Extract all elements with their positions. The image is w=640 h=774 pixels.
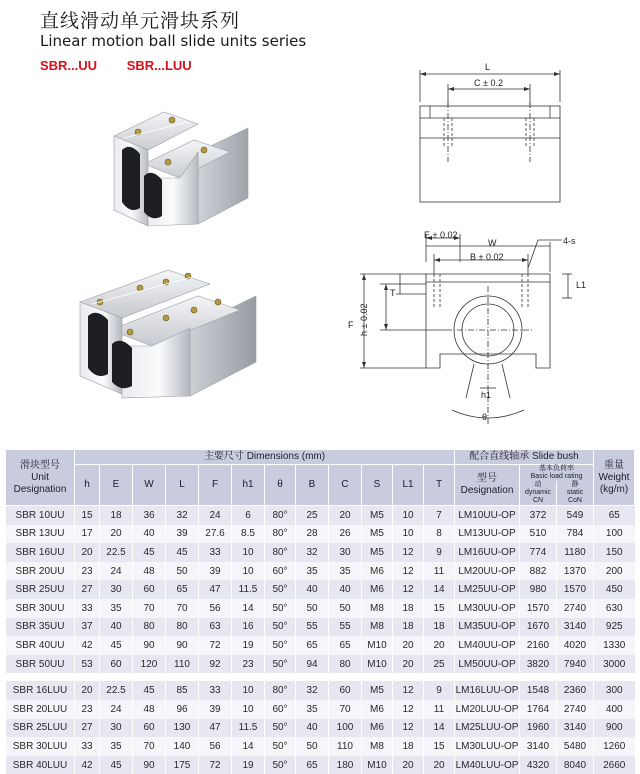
table-cell: 60 [100,655,133,674]
table-cell: 18 [424,618,455,637]
table-cell: 3820 [520,655,557,674]
table-cell: 60 [133,719,166,738]
table-row [6,599,635,618]
table-cell: 42 [75,756,100,774]
table-cell: 30 [329,543,362,562]
table-cell: LM30UU-OP [455,599,520,618]
table-cell: 45 [133,543,166,562]
table-cell: 11 [424,700,455,719]
table-row [6,655,635,674]
table-cell: 26 [329,525,362,544]
table-cell: 40 [296,719,329,738]
table-cell: 80° [265,506,296,525]
table-cell: 3140 [520,737,557,756]
col-theta: θ [265,465,296,506]
table-cell: LM35UU-OP [455,618,520,637]
col-E: E [100,465,133,506]
table-cell: 9 [424,543,455,562]
table-cell: 20 [75,681,100,700]
model-label-uu: SBR...UU [40,58,97,73]
table-cell: 10 [232,543,265,562]
header-unit-designation: 滑块型号 Unit Designation [6,450,75,506]
table-cell: 50° [265,756,296,774]
table-cell: 925 [594,618,635,637]
table-cell: 14 [424,580,455,599]
table-cell: 2740 [556,599,593,618]
table-cell: SBR 35UU [6,618,75,637]
table-cell: 32 [166,506,199,525]
table-cell: 1570 [520,599,557,618]
table-cell: M6 [362,700,393,719]
table-cell: 80 [166,618,199,637]
table-row [6,580,635,599]
table-cell: LM25UU-OP [455,580,520,599]
table-cell: 70 [133,599,166,618]
table-cell: 50° [265,599,296,618]
table-cell: 11.5 [232,580,265,599]
table-cell: 53 [75,655,100,674]
table-row [6,525,635,544]
table-cell: 35 [296,562,329,581]
table-cell: 70 [166,599,199,618]
model-labels [40,58,218,73]
table-cell: 20 [424,636,455,655]
table-cell: 80° [265,525,296,544]
table-cell: 22.5 [100,681,133,700]
table-cell: 510 [520,525,557,544]
table-cell: 10 [393,506,424,525]
table-cell: SBR 30UU [6,599,75,618]
table-cell: 15 [424,599,455,618]
table-cell: 33 [199,681,232,700]
table-cell: 4020 [556,636,593,655]
table-cell: 16 [232,618,265,637]
table-cell: SBR 40LUU [6,756,75,774]
dim-label-theta: θ [482,412,487,422]
table-cell: 96 [166,700,199,719]
table-cell: 14 [232,599,265,618]
table-cell: 28 [296,525,329,544]
table-cell: 35 [100,737,133,756]
table-cell: 30 [100,580,133,599]
table-cell: LM25LUU-OP [455,719,520,738]
col-bush-designation: 型号 Designation [455,465,520,506]
table-cell: 450 [594,580,635,599]
table-cell: LM10UU-OP [455,506,520,525]
table-cell: 27.6 [199,525,232,544]
table-cell: 12 [393,700,424,719]
table-cell: 15 [424,737,455,756]
table-cell: SBR 16UU [6,543,75,562]
table-row [6,737,635,756]
table-cell: 10 [232,700,265,719]
table-cell: 130 [166,719,199,738]
table-cell: 12 [393,719,424,738]
table-cell: 39 [199,700,232,719]
table-cell: 48 [133,700,166,719]
table-cell: 549 [556,506,593,525]
table-cell: 56 [199,737,232,756]
table-cell: 774 [520,543,557,562]
table-cell: 60° [265,562,296,581]
table-cell: 2740 [556,700,593,719]
table-cell: 120 [133,655,166,674]
table-cell: 90 [166,636,199,655]
table-cell: 65 [166,580,199,599]
table-cell: 50 [329,599,362,618]
dim-label-h: h ± 0.02 [359,304,369,336]
table-row [6,700,635,719]
table-cell: SBR 50UU [6,655,75,674]
table-cell: 70 [329,700,362,719]
table-cell: 19 [232,636,265,655]
col-W: W [133,465,166,506]
product-photo-long-unit [70,262,270,412]
table-cell: 11 [424,562,455,581]
table-group-separator [6,673,635,681]
table-cell: 1960 [520,719,557,738]
table-cell: 175 [166,756,199,774]
table-cell: 150 [594,543,635,562]
table-cell: 60 [133,580,166,599]
table-cell: 45 [100,756,133,774]
table-row [6,756,635,774]
header-dimensions: 主要尺寸 Dimensions (mm) [75,450,455,465]
table-cell: 90 [133,756,166,774]
table-cell: 882 [520,562,557,581]
table-cell: 85 [166,681,199,700]
table-cell: 3140 [556,618,593,637]
table-cell: 45 [133,681,166,700]
table-cell: 20 [393,756,424,774]
table-cell: 20 [75,543,100,562]
table-cell: 110 [166,655,199,674]
specification-table-body [6,506,635,774]
separator-cell [6,673,635,681]
table-cell: 50° [265,655,296,674]
table-cell: 14 [232,737,265,756]
table-row [6,562,635,581]
table-cell: LM16LUU-OP [455,681,520,700]
dim-label-holes: 4-s [563,236,576,246]
table-cell: 9 [424,681,455,700]
table-cell: 33 [199,543,232,562]
dim-label-E: E ± 0.02 [424,230,457,240]
title-english: Linear motion ball slide units series [40,32,306,50]
table-cell: 65 [594,506,635,525]
table-cell: 12 [393,543,424,562]
table-cell: 10 [393,525,424,544]
col-B: B [296,465,329,506]
table-cell: 60 [329,681,362,700]
table-cell: 27 [75,580,100,599]
drawing-end-view [340,228,590,428]
table-cell: M5 [362,543,393,562]
table-cell: 1548 [520,681,557,700]
table-cell: 50 [166,562,199,581]
table-cell: 45 [166,543,199,562]
table-cell: SBR 40UU [6,636,75,655]
table-cell: 37 [75,618,100,637]
title-chinese: 直线滑动单元滑块系列 [40,6,240,33]
table-cell: 35 [329,562,362,581]
table-cell: M6 [362,562,393,581]
col-C: C [329,465,362,506]
table-cell: 48 [133,562,166,581]
table-cell: 92 [199,655,232,674]
table-cell: 8.5 [232,525,265,544]
table-cell: SBR 25LUU [6,719,75,738]
table-cell: 18 [393,599,424,618]
table-cell: 19 [232,756,265,774]
dim-label-C: C ± 0.2 [474,78,503,88]
table-cell: 17 [75,525,100,544]
table-cell: LM16UU-OP [455,543,520,562]
table-cell: LM50UU-OP [455,655,520,674]
table-cell: 1570 [556,580,593,599]
table-cell: M5 [362,525,393,544]
table-cell: 50 [296,737,329,756]
dim-label-F: F [348,320,354,330]
table-cell: M10 [362,756,393,774]
table-cell: 55 [329,618,362,637]
table-cell: M6 [362,580,393,599]
table-cell: 47 [199,719,232,738]
table-cell: 80° [265,681,296,700]
table-cell: 70 [133,737,166,756]
table-cell: 50° [265,636,296,655]
table-cell: 372 [520,506,557,525]
table-cell: M5 [362,681,393,700]
table-cell: 11.5 [232,719,265,738]
header-slide-bush: 配合直线轴承 Slide bush [455,450,594,465]
table-cell: 3140 [556,719,593,738]
table-cell: 1764 [520,700,557,719]
table-cell: M8 [362,618,393,637]
table-cell: 65 [296,756,329,774]
table-cell: SBR 25UU [6,580,75,599]
table-cell: 1330 [594,636,635,655]
table-cell: 50° [265,719,296,738]
table-cell: 40 [296,580,329,599]
table-cell: 47 [199,580,232,599]
table-cell: 784 [556,525,593,544]
table-cell: 2160 [520,636,557,655]
table-cell: 80 [133,618,166,637]
table-cell: 23 [75,562,100,581]
table-cell: 20 [393,636,424,655]
table-cell: SBR 20LUU [6,700,75,719]
table-cell: 80 [329,655,362,674]
table-cell: 18 [393,737,424,756]
table-cell: 25 [424,655,455,674]
col-F: F [199,465,232,506]
col-h: h [75,465,100,506]
table-cell: 200 [594,562,635,581]
table-cell: 23 [75,700,100,719]
table-cell: 39 [199,562,232,581]
col-S: S [362,465,393,506]
table-cell: SBR 13UU [6,525,75,544]
table-cell: 40 [133,525,166,544]
table-cell: 18 [393,618,424,637]
table-cell: 42 [75,636,100,655]
table-cell: 35 [100,599,133,618]
table-cell: 15 [75,506,100,525]
table-cell: SBR 20UU [6,562,75,581]
table-cell: 2360 [556,681,593,700]
table-cell: 12 [393,562,424,581]
table-cell: 30 [100,719,133,738]
table-cell: LM20UU-OP [455,562,520,581]
table-cell: 1260 [594,737,635,756]
table-cell: 80° [265,543,296,562]
table-cell: 56 [199,599,232,618]
table-cell: LM40LUU-OP [455,756,520,774]
table-cell: 1370 [556,562,593,581]
table-row [6,618,635,637]
table-cell: LM20LUU-OP [455,700,520,719]
table-cell: 8 [424,525,455,544]
table-cell: SBR 10UU [6,506,75,525]
model-label-luu: SBR...LUU [127,58,192,73]
table-cell: M8 [362,737,393,756]
table-cell: 7940 [556,655,593,674]
col-h1: h1 [232,465,265,506]
table-cell: 94 [296,655,329,674]
table-cell: 20 [329,506,362,525]
table-cell: 72 [199,636,232,655]
table-cell: M8 [362,599,393,618]
table-row [6,636,635,655]
table-cell: 32 [296,543,329,562]
table-cell: SBR 16LUU [6,681,75,700]
dim-label-L: L [485,62,490,72]
table-cell: 33 [75,737,100,756]
dim-label-h1: h1 [481,390,491,400]
table-cell: 39 [166,525,199,544]
table-cell: 630 [594,599,635,618]
table-cell: 50° [265,580,296,599]
table-cell: 2660 [594,756,635,774]
table-cell: 1670 [520,618,557,637]
table-cell: LM13UU-OP [455,525,520,544]
dim-label-B: B ± 0.02 [470,252,503,262]
table-cell: 90 [133,636,166,655]
table-cell: 36 [133,506,166,525]
table-cell: 50° [265,618,296,637]
table-cell: 50° [265,737,296,756]
table-cell: 18 [100,506,133,525]
table-cell: 180 [329,756,362,774]
specification-table [5,449,635,774]
table-cell: 23 [232,655,265,674]
table-cell: M10 [362,636,393,655]
table-cell: 900 [594,719,635,738]
table-row [6,506,635,525]
table-cell: 32 [296,681,329,700]
product-photo-short-unit [100,98,260,238]
table-cell: 63 [199,618,232,637]
table-cell: 72 [199,756,232,774]
table-cell: 300 [594,681,635,700]
table-cell: 10 [232,681,265,700]
table-cell: M10 [362,655,393,674]
table-cell: 100 [594,525,635,544]
table-cell: 4320 [520,756,557,774]
table-cell: 65 [329,636,362,655]
table-cell: 5480 [556,737,593,756]
table-cell: 3000 [594,655,635,674]
table-cell: 110 [329,737,362,756]
table-cell: 14 [424,719,455,738]
table-cell: 20 [393,655,424,674]
header-weight: 重量 Weight (kg/m) [594,450,635,506]
table-cell: 6 [232,506,265,525]
table-row [6,543,635,562]
table-cell: 24 [100,700,133,719]
table-cell: 1180 [556,543,593,562]
dim-label-W: W [488,238,497,248]
table-cell: 8040 [556,756,593,774]
table-cell: M6 [362,719,393,738]
table-cell: 27 [75,719,100,738]
table-cell: 20 [100,525,133,544]
table-cell: 60° [265,700,296,719]
table-cell: 24 [199,506,232,525]
table-cell: 22.5 [100,543,133,562]
table-cell: LM30LUU-OP [455,737,520,756]
table-cell: 20 [424,756,455,774]
dim-label-L1: L1 [576,280,586,290]
col-L1: L1 [393,465,424,506]
table-cell: SBR 30LUU [6,737,75,756]
table-cell: 10 [232,562,265,581]
table-cell: 33 [75,599,100,618]
table-cell: 24 [100,562,133,581]
table-cell: 55 [296,618,329,637]
table-cell: 40 [329,580,362,599]
table-cell: 65 [296,636,329,655]
table-row [6,681,635,700]
col-L: L [166,465,199,506]
table-cell: 140 [166,737,199,756]
table-cell: 45 [100,636,133,655]
table-cell: M5 [362,506,393,525]
table-cell: 50 [296,599,329,618]
table-cell: 12 [393,580,424,599]
col-load-rating: 基本负荷率 Basic load rating 动 dynamic CN 静 static CoN [520,465,594,506]
table-cell: 100 [329,719,362,738]
col-T: T [424,465,455,506]
table-cell: 12 [393,681,424,700]
table-cell: 40 [100,618,133,637]
table-cell: LM40UU-OP [455,636,520,655]
table-cell: 980 [520,580,557,599]
table-row [6,719,635,738]
table-cell: 7 [424,506,455,525]
dim-label-T: T [390,288,396,298]
table-cell: 400 [594,700,635,719]
table-cell: 25 [296,506,329,525]
table-cell: 35 [296,700,329,719]
